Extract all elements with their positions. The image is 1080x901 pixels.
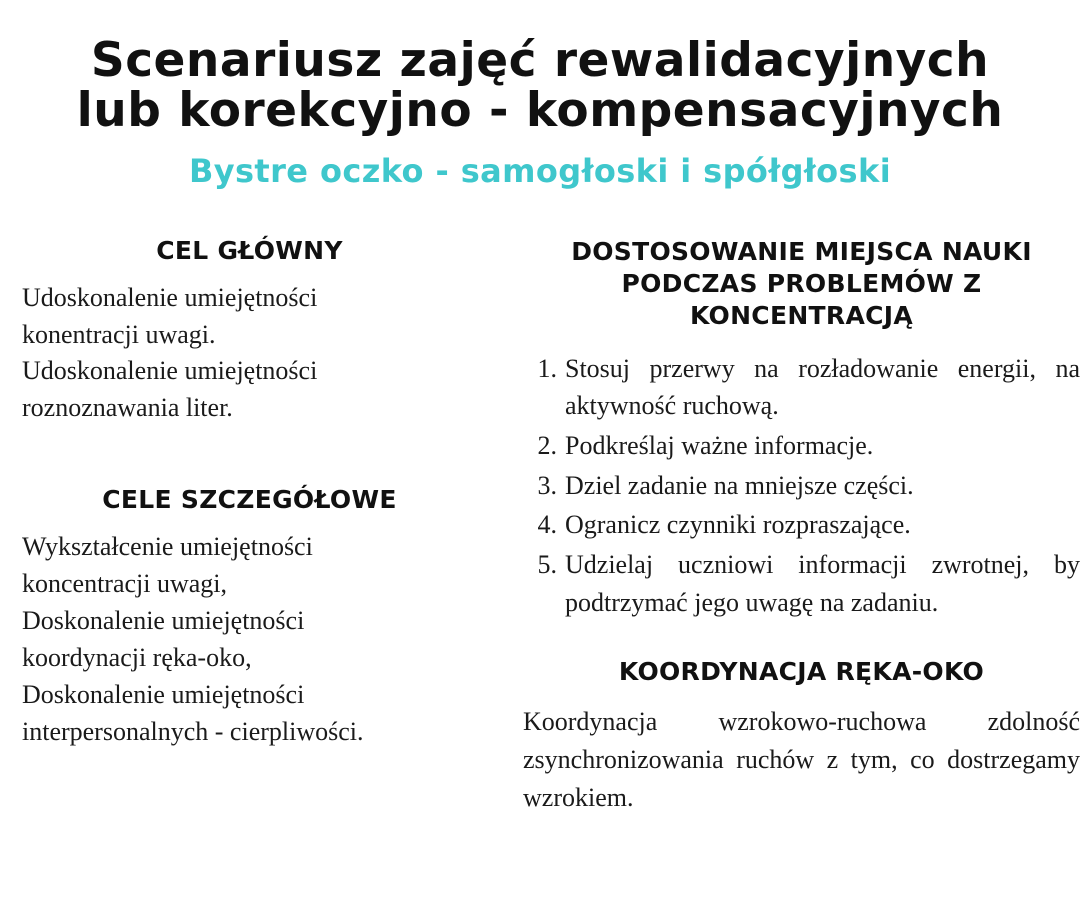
list-item-text: Stosuj przerwy na rozładowanie energii, na aktywność ruchową.	[565, 353, 1080, 421]
text-line: interpersonalnych - cierpliwości.	[22, 716, 364, 746]
list-item-number: 5.	[537, 550, 557, 580]
text-line: Udoskonalenie umiejętności	[22, 356, 318, 386]
right-column	[505, 236, 1080, 817]
content-columns	[0, 236, 1080, 817]
list-item-text: Dziel zadanie na mniejsze części.	[565, 470, 914, 500]
list-item-number: 3.	[537, 470, 557, 500]
section-spacer	[22, 427, 477, 485]
list-item-number: 2.	[537, 431, 557, 460]
text-line: koncentracji uwagi,	[22, 569, 228, 599]
text-line: Doskonalenie umiejętności	[22, 679, 305, 709]
text-line: Wykształcenie umiejętności	[22, 532, 313, 562]
list-item	[523, 427, 1080, 465]
list-item-text: Podkreślaj ważne informacje.	[565, 431, 874, 460]
text-line: konentracji uwagi.	[22, 319, 216, 349]
text-line: Doskonalenie umiejętności	[22, 606, 305, 636]
document-subtitle: Bystre oczko - samogłoski i spółgłoski	[188, 151, 892, 190]
list-item-text: Udzielaj uczniowi informacji zwrotnej, by podtrzymać jego uwagę na zadaniu.	[565, 550, 1080, 617]
list-dostosowanie-miejsca-nauki	[523, 350, 1080, 622]
text-line: roznoznawania liter.	[22, 393, 233, 423]
text-line: Udoskonalenie umiejętności	[22, 282, 318, 312]
list-item	[523, 350, 1080, 425]
section-spacer	[523, 623, 1080, 657]
list-item-text: Ogranicz czynniki rozpraszające.	[565, 510, 911, 540]
text-cele-szczegolowe	[22, 529, 477, 750]
list-item-number: 4.	[537, 510, 557, 540]
list-item	[523, 506, 1080, 544]
text-cel-glowny	[22, 280, 477, 428]
list-item	[523, 546, 1080, 621]
left-column	[0, 236, 505, 817]
list-item	[523, 467, 1080, 505]
heading-cel-glowny: CEL GŁÓWNY	[156, 235, 343, 265]
heading-koordynacja-reka-oko: KOORDYNACJA RĘKA-OKO	[618, 657, 985, 687]
heading-dostosowanie-miejsca-nauki	[523, 236, 1080, 332]
list-item-number: 1.	[537, 353, 557, 383]
heading-cele-szczegolowe: CELE SZCZEGÓŁOWE	[102, 485, 397, 515]
document-title-line-1: Scenariusz zajęć rewalidacyjnych	[90, 33, 990, 88]
heading-line: KONCENTRACJĄ	[689, 300, 914, 330]
title-block	[0, 33, 1080, 190]
heading-line: DOSTOSOWANIE MIEJSCA NAUKI	[571, 236, 1032, 266]
text-koordynacja-reka-oko: Koordynacja wzrokowo-ruchowa zdolność zsynchronizowania ruchów z tym, co dostrzegamy wzrokiem.	[523, 707, 1080, 812]
document-title-line-2: lub korekcyjno - kompensacyjnych	[76, 82, 1004, 138]
heading-line: PODCZAS PROBLEMÓW Z	[621, 268, 982, 298]
text-line: koordynacji ręka-oko,	[22, 642, 252, 672]
